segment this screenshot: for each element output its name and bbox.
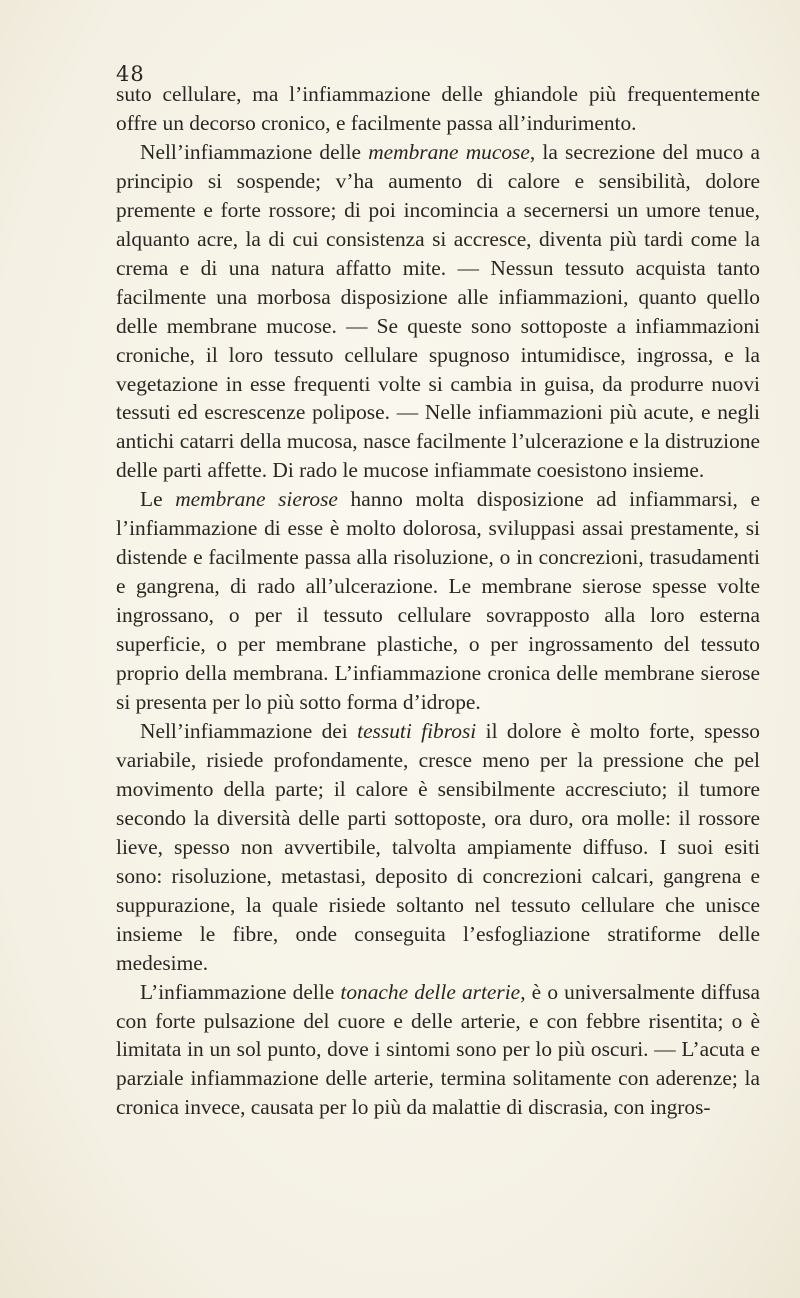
paragraph <box>116 717 760 978</box>
text-segment: il dolore è molto forte, spesso variabile, risiede profondamente, cresce meno per la pressione che pel movimento della parte; il calore è sensibilmente accresciuto; il tumore secondo la diversità delle parti sottoposte, ora duro, ora molle: il rossore lieve, spesso non avvertibile, talvolta ampiamente diffuso. I suoi esiti sono: risoluzione, metastasi, deposito di concrezioni calcari, gangrena e suppurazione, la quale risiede soltanto nel tessuto cellulare che unisce insieme le fibre, onde conseguita l’esfogliazione stratiforme delle medesime. <box>116 718 760 975</box>
italic-term: membrane sierose <box>175 487 338 512</box>
paragraph <box>116 80 760 138</box>
page-number: 48 <box>116 62 145 86</box>
paragraph <box>116 485 760 717</box>
paragraph <box>116 138 760 485</box>
text-segment: Le <box>140 487 176 512</box>
body-text <box>116 80 760 1122</box>
italic-term: membrane mucose <box>368 139 530 164</box>
text-segment: L’infiammazione delle <box>140 979 341 1004</box>
text-segment: Nell’infiammazione delle <box>140 139 369 164</box>
text-segment: suto cellulare, ma l’infiammazione delle ghiandole più frequentemente offre un decorso cronico, e facilmente passa all’indurimento. <box>116 82 760 135</box>
text-segment: , è o universalmente diffusa con forte pulsazione del cuore e delle arterie, e con febbre risentita; o è limitata in un sol punto, dove i sintomi sono per lo più oscuri. — L’acuta e parziale infiammazione delle arterie, termina solitamente con aderenze; la cronica invece, causata per lo più da malattie di discrasia, con ingros- <box>116 979 760 1120</box>
text-segment: , la secrezione del muco a principio si sospende; v’ha aumento di calore e sensibilità, dolore premente e forte rossore; di poi incomincia a secernersi un umore tenue, alquanto acre, la di cui consistenza si accresce, diventa più tardi come la crema e di una natura affatto mite. — Nessun tessuto acquista tanto facilmente una morbosa disposizione alle infiammazioni, quanto quello delle membrane mucose. — Se queste sono sottoposte a infiammazioni croniche, il loro tessuto cellulare spugnoso intumidisce, ingrossa, e la vegetazione in esse frequenti volte si cambia in guisa, da produrre nuovi tessuti ed escrescenze polipose. — Nelle infiammazioni più acute, e negli antichi catarri della mucosa, nasce facilmente l’ulcerazione e la distruzione delle parti affette. Di rado le mucose infiammate coesistono insieme. <box>116 139 760 483</box>
italic-term: tessuti fibrosi <box>357 718 477 743</box>
text-segment: Nell’infiammazione dei <box>140 718 358 743</box>
text-segment: hanno molta disposizione ad infiammarsi, e l’infiammazione di esse è molto dolorosa, sviluppasi assai prestamente, si distende e facilmente passa alla risoluzione, o in concrezioni, trasudamenti e gangrena, di rado all’ulcerazione. Le membrane sierose spesse volte ingrossano, o per il tessuto cellulare sovrapposto alla loro esterna superficie, o per membrane plastiche, o per ingrossamento del tessuto proprio della membrana. L’infiammazione cronica delle membrane sierose si presenta per lo più sotto forma d’idrope. <box>116 487 760 715</box>
paragraph <box>116 978 760 1123</box>
italic-term: tonache delle arterie <box>340 979 521 1004</box>
